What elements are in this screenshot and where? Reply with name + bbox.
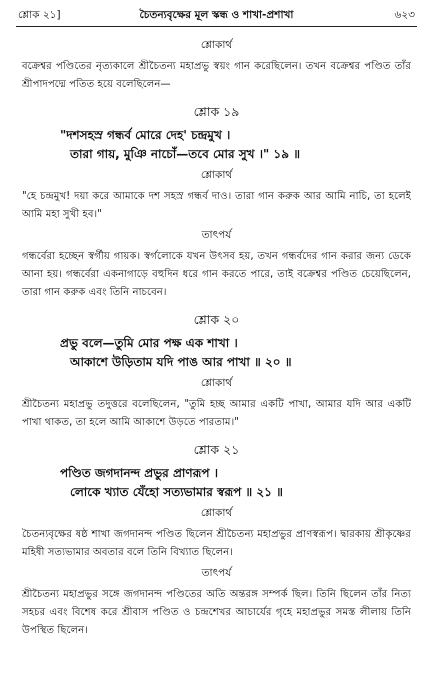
verse-21-translation: চৈতন্যবৃক্ষের ষষ্ঠ শাখা জগদানন্দ পণ্ডিত ছিলেন শ্রীচৈতন্য মহাপ্রভুর প্রাণস্বরূপ। দ্বারকায় শ্রীকৃষ্ণের মহিষী সত্যভামার অবতার বলে তিনি বিখ্যাত ছিলেন।	[22, 529, 411, 558]
verse-20-translation-label: শ্লোকার্থ	[200, 377, 233, 389]
page-content	[22, 34, 411, 640]
verse-21-line-1: পণ্ডিত জগদানন্দ প্রভুর প্রাণরূপ ।	[60, 466, 219, 480]
verse-19-purport: গন্ধর্বেরা হচ্ছেন স্বর্গীয় গায়ক। স্বর্গলোকে যখন উৎসব হয়, তখন গন্ধর্বদের গান করার জন্য ডেকে আনা হয়। গন্ধর্বেরা একনাগাড়ে বহুদিন ধরে গান করতে পারে, তাই বক্রেশ্বর পণ্ডিত চেয়েছিলেন, তারা গান করুক এবং তিনি নাচবেন।	[22, 251, 411, 298]
verse-20-line-1: প্রভু বলে—তুমি মোর পক্ষ এক শাখা ।	[60, 336, 238, 350]
verse-19-translation: "হে চন্দ্রমুখ! দয়া করে আমাকে দশ সহস্র গন্ধর্ব দাও। তারা গান করুক আর আমি নাচি, তা হলেই আমি মহা সুখী হব।"	[22, 191, 411, 220]
verse-19-line-1: "দশসহস্র গন্ধর্ব মোরে দেহ' চন্দ্রমুখ ।	[60, 128, 231, 142]
header-verse-ref: শ্লোক ২১]	[18, 9, 61, 21]
header-chapter-title: চৈতন্যবৃক্ষের মূল স্কন্ধ ও শাখা-প্রশাখা	[139, 9, 294, 21]
translation-text: বক্রেশ্বর পণ্ডিতের নৃত্যকালে শ্রীচৈতন্য মহাপ্রভু স্বয়ং গান করেছিলেন। তখন বক্রেশ্বর পণ্ডিত তাঁর শ্রীপাদপদ্মে পতিত হয়ে বলেছিলেন—	[22, 61, 411, 90]
verse-21-purport-label: তাৎপর্য	[201, 567, 232, 579]
verse-20-translation: শ্রীচৈতন্য মহাপ্রভু তদুত্তরে বলেছিলেন, "তুমি হচ্ছ আমার একটি পাখা, আমার যদি আর একটি পাখা থাকত, তা হলে আমি আকাশে উড়তে পারতাম।"	[22, 399, 411, 428]
verse-21-purport: শ্রীচৈতন্য মহাপ্রভুর সঙ্গে জগদানন্দ পণ্ডিতের অতি অন্তরঙ্গ সম্পর্ক ছিল। তিনি ছিলেন তাঁর নিত্য সহচর এবং বিশেষ করে শ্রীবাস পণ্ডিত ও চন্দ্রশেখর আচার্যের গৃহে মহাপ্রভুর সমস্ত লীলায় তিনি উপস্থিত ছিলেন।	[22, 589, 411, 636]
verse-19-line-2: তারা গায়, মুঞি নাচোঁ—তবে মোর সুখ ।" ১৯ ॥	[70, 147, 300, 161]
translation-label: শ্লোকার্থ	[200, 39, 233, 51]
header-rule	[16, 26, 417, 27]
verse-19-purport-label: তাৎপর্য	[201, 229, 232, 241]
page-number: ৬২৩	[394, 9, 415, 21]
verse-21-title: শ্লোক ২১	[193, 442, 240, 457]
verse-21-translation-label: শ্লোকার্থ	[200, 507, 233, 519]
verse-19-title: শ্লোক ১৯	[193, 104, 240, 119]
verse-21-line-2: লোকে খ্যাত যেঁহো সত্যভামার স্বরূপ ॥ ২১ ॥	[70, 485, 283, 499]
verse-19-translation-label: শ্লোকার্থ	[200, 169, 233, 181]
running-header	[18, 8, 415, 26]
verse-20-title: শ্লোক ২০	[193, 312, 240, 327]
verse-20-line-2: আকাশে উড়িতাম যদি পাঙ আর পাখা ॥ ২০ ॥	[70, 355, 292, 369]
